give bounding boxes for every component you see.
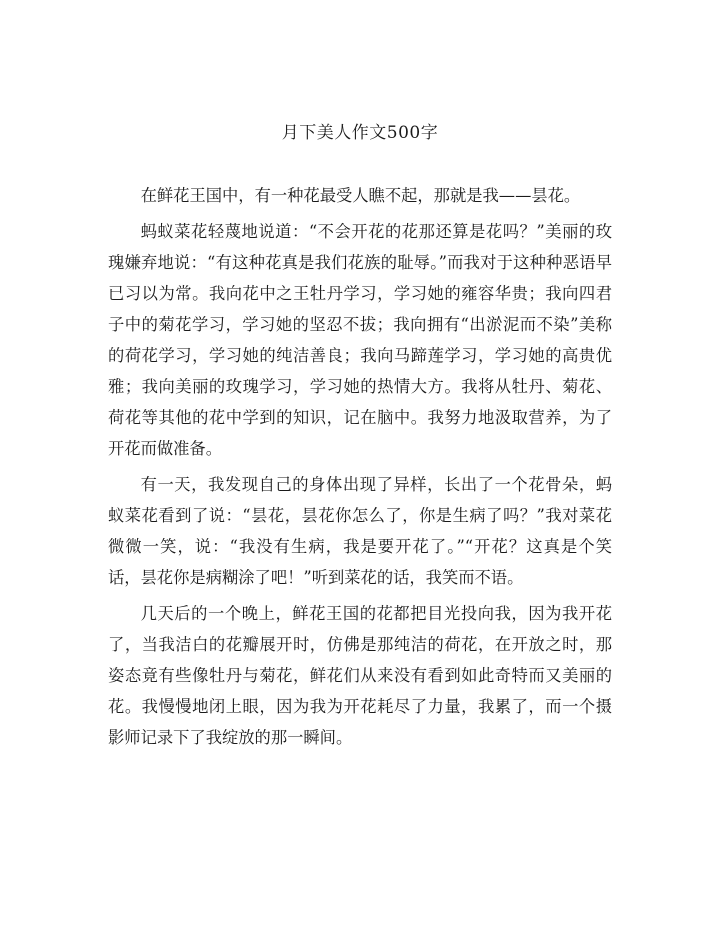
paragraph-3: 有一天，我发现自己的身体出现了异样，长出了一个花骨朵，蚂蚁菜花看到了说：“昙花，昙花你怎么了，你是生病了吗？”我对菜花微微一笑，说：“我没有生病，我是要开花了。”“开花？这真是个笑话，昙花你是病糊涂了吧！”听到菜花的话，我笑而不语。 bbox=[108, 475, 612, 587]
paragraph-2: 蚂蚁菜花轻蔑地说道：“不会开花的花那还算是花吗？”美丽的玫瑰嫌弃地说：“有这种花真是我们花族的耻辱。”而我对于这种种恶语早已习以为常。我向花中之王牡丹学习，学习她的雍容华贵；我向四君子中的菊花学习，学习她的坚忍不拔；我向拥有“出淤泥而不染”美称的荷花学习，学习她的纯洁善良；我向马蹄莲学习，学习她的高贵优雅；我向美丽的玫瑰学习，学习她的热情大方。我将从牡丹、菊花、荷花等其他的花中学到的知识，记在脑中。我努力地汲取营养，为了开花而做准备。 bbox=[108, 222, 612, 458]
document-body bbox=[108, 180, 612, 758]
document-title: 月下美人作文500字 bbox=[281, 123, 439, 143]
paragraph-1: 在鲜花王国中，有一种花最受人瞧不起，那就是我——昙花。 bbox=[140, 186, 581, 205]
paragraph-4: 几天后的一个晚上，鲜花王国的花都把目光投向我，因为我开花了，当我洁白的花瓣展开时，仿佛是那纯洁的荷花，在开放之时，那姿态竟有些像牡丹与菊花，鲜花们从来没有看到如此奇特而又美丽的花。我慢慢地闭上眼，因为我为开花耗尽了力量，我累了，而一个摄影师记录下了我绽放的那一瞬间。 bbox=[108, 604, 612, 747]
